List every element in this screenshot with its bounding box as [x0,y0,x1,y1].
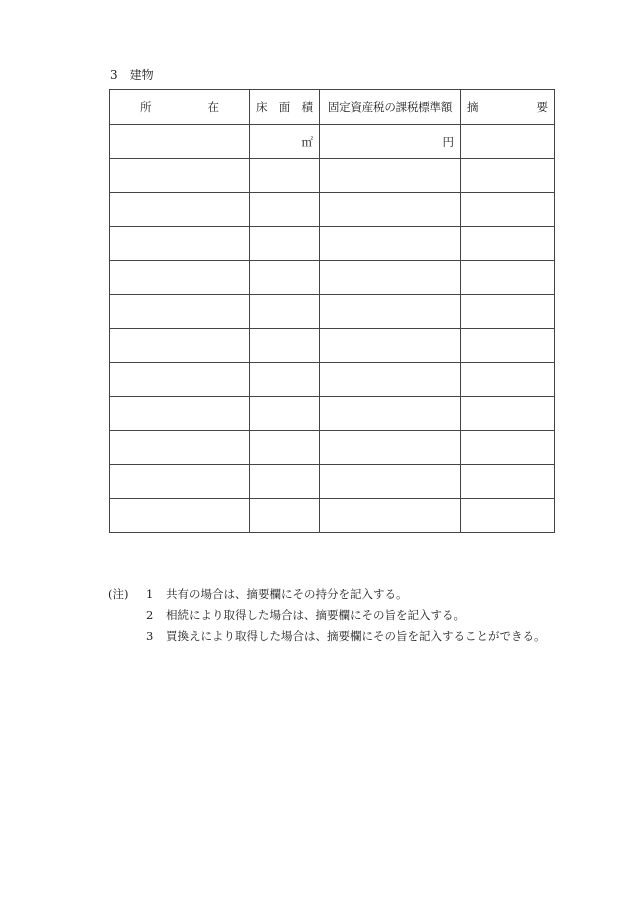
table-row [110,431,555,465]
header-location [110,90,250,125]
header-remarks-char-1: 摘 [467,100,479,114]
table-row [110,125,555,159]
cell-floor-area[interactable] [250,431,320,465]
cell-location[interactable] [110,465,250,499]
table-row [110,295,555,329]
building-table [109,89,555,533]
cell-location[interactable] [110,329,250,363]
cell-tax-standard[interactable] [320,295,461,329]
cell-remarks[interactable] [461,261,555,295]
cell-tax-standard[interactable] [320,193,461,227]
cell-floor-area[interactable] [250,125,320,159]
cell-tax-standard[interactable] [320,363,461,397]
floor-area-unit: ㎡ [301,134,313,149]
cell-floor-area[interactable] [250,295,320,329]
cell-floor-area[interactable] [250,261,320,295]
cell-location[interactable] [110,431,250,465]
cell-floor-area[interactable] [250,227,320,261]
tax-standard-unit: 円 [442,134,454,149]
cell-location[interactable] [110,159,250,193]
section-number: 3 [110,68,118,82]
table-row [110,261,555,295]
header-row [110,90,555,125]
note-number: 1 [146,587,154,601]
note-item-2 [108,605,546,626]
table-row [110,465,555,499]
header-location-char-1: 所 [140,100,152,114]
cell-remarks[interactable] [461,227,555,261]
cell-remarks[interactable] [461,499,555,533]
cell-location[interactable] [110,193,250,227]
header-floor-area [250,90,320,125]
table-row [110,329,555,363]
cell-floor-area[interactable] [250,363,320,397]
header-tax-standard: 固定資産税の課税標準額 [320,90,461,125]
cell-location[interactable] [110,227,250,261]
cell-remarks[interactable] [461,465,555,499]
cell-remarks[interactable] [461,363,555,397]
note-number: 3 [146,629,154,643]
note-item-3 [108,626,546,647]
cell-tax-standard[interactable] [320,261,461,295]
notes-prefix: (注) [108,587,129,601]
cell-location[interactable] [110,295,250,329]
table-row [110,363,555,397]
cell-floor-area[interactable] [250,193,320,227]
cell-tax-standard[interactable] [320,159,461,193]
cell-location[interactable] [110,125,250,159]
note-number: 2 [146,608,154,622]
cell-tax-standard[interactable] [320,125,461,159]
cell-tax-standard[interactable] [320,465,461,499]
table-row [110,227,555,261]
cell-tax-standard[interactable] [320,431,461,465]
cell-remarks[interactable] [461,431,555,465]
cell-floor-area[interactable] [250,329,320,363]
table-body [110,125,555,533]
cell-remarks[interactable] [461,159,555,193]
cell-location[interactable] [110,261,250,295]
cell-remarks[interactable] [461,125,555,159]
header-location-char-2: 在 [207,100,219,114]
note-text: 共有の場合は、摘要欄にその持分を記入する。 [166,587,408,601]
note-text: 買換えにより取得した場合は、摘要欄にその旨を記入することができる。 [166,629,546,643]
cell-remarks[interactable] [461,397,555,431]
header-remarks-char-2: 要 [536,100,548,114]
cell-floor-area[interactable] [250,397,320,431]
cell-tax-standard[interactable] [320,397,461,431]
cell-remarks[interactable] [461,295,555,329]
table-row [110,159,555,193]
cell-location[interactable] [110,397,250,431]
cell-floor-area[interactable] [250,465,320,499]
cell-remarks[interactable] [461,193,555,227]
notes [108,584,546,647]
cell-tax-standard[interactable] [320,227,461,261]
cell-floor-area[interactable] [250,499,320,533]
header-remarks [461,90,555,125]
cell-tax-standard[interactable] [320,499,461,533]
cell-remarks[interactable] [461,329,555,363]
section-title-text: 建物 [129,68,154,82]
note-text: 相続により取得した場合は、摘要欄にその旨を記入する。 [166,608,465,622]
table-row [110,397,555,431]
header-floor-area-char-3: 積 [301,100,313,114]
table-row [110,193,555,227]
header-floor-area-char-1: 床 [256,100,268,114]
cell-floor-area[interactable] [250,159,320,193]
cell-location[interactable] [110,363,250,397]
section-title [110,66,154,83]
cell-tax-standard[interactable] [320,329,461,363]
note-item-1 [108,584,546,605]
table-row [110,499,555,533]
header-floor-area-char-2: 面 [278,100,291,114]
cell-location[interactable] [110,499,250,533]
